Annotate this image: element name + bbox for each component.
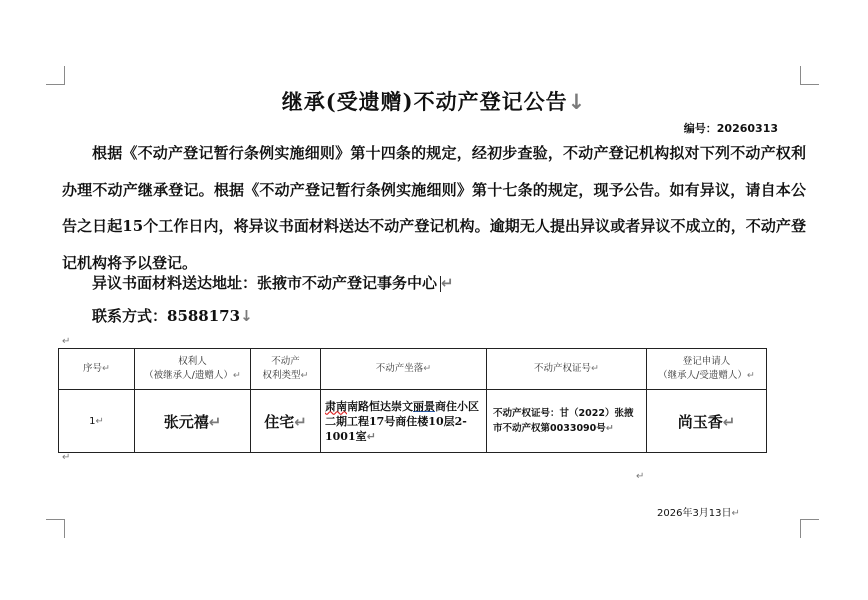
paragraph-mark-icon: ↓	[240, 307, 253, 325]
table-row	[59, 390, 767, 453]
header-right-type: 不动产 权利类型↵	[251, 349, 321, 390]
header-cert: 不动产权证号↵	[487, 349, 647, 390]
notice-body	[62, 135, 806, 281]
corner-mark-top-right	[800, 66, 819, 85]
notice-paragraph: 根据《不动产登记暂行条例实施细则》第十四条的规定，经初步查验，不动产登记机构拟对下列不动产权利办理不动产继承登记。根据《不动产登记暂行条例实施细则》第十七条的规定，现予公告。如有异议，请自本公告之日起15个工作日内，将异议书面材料送达不动产登记机构。逾期无人提出异议或者异议不成立的，不动产登记机构将予以登记。	[62, 144, 806, 272]
title-text: 继承(受遗赠)不动产登记公告	[281, 89, 568, 114]
cell-location: 肃南南路恒达崇文丽景商住小区二期工程17号商住楼10层2-1001室↵	[321, 390, 487, 453]
address-text: 异议书面材料送达地址：张掖市不动产登记事务中心	[92, 274, 438, 292]
header-holder: 权利人 （被继承人/遗赠人）↵	[135, 349, 251, 390]
cell-cert-number: 不动产权证号：甘（2022）张掖市不动产权第0033090号↵	[487, 390, 647, 453]
return-mark-icon: ↵	[62, 452, 71, 463]
header-index: 序号↵	[59, 349, 135, 390]
paragraph-mark-icon: ↓	[567, 90, 587, 114]
notice-table	[58, 348, 767, 453]
page-title	[0, 86, 868, 116]
corner-mark-top-left	[46, 66, 65, 85]
cell-holder: 张元禧↵	[135, 390, 251, 453]
return-mark-icon: ↵	[441, 274, 454, 292]
cell-right-type: 住宅↵	[251, 390, 321, 453]
return-mark-icon: ↵	[636, 471, 645, 482]
corner-mark-bottom-right	[800, 519, 819, 538]
cell-index: 1↵	[59, 390, 135, 453]
header-location: 不动产坐落↵	[321, 349, 487, 390]
document-number: 编号：20260313	[683, 122, 778, 135]
notice-date: 2026年3月13日↵	[657, 508, 740, 519]
corner-mark-bottom-left	[46, 519, 65, 538]
cell-applicant: 尚玉香↵	[647, 390, 767, 453]
objection-address	[92, 272, 454, 293]
contact-info	[92, 305, 253, 326]
return-mark-icon: ↵	[62, 336, 71, 347]
table-header-row	[59, 349, 767, 390]
contact-text: 联系方式：8588173	[92, 307, 241, 325]
header-applicant: 登记申请人 （继承人/受遗赠人）↵	[647, 349, 767, 390]
